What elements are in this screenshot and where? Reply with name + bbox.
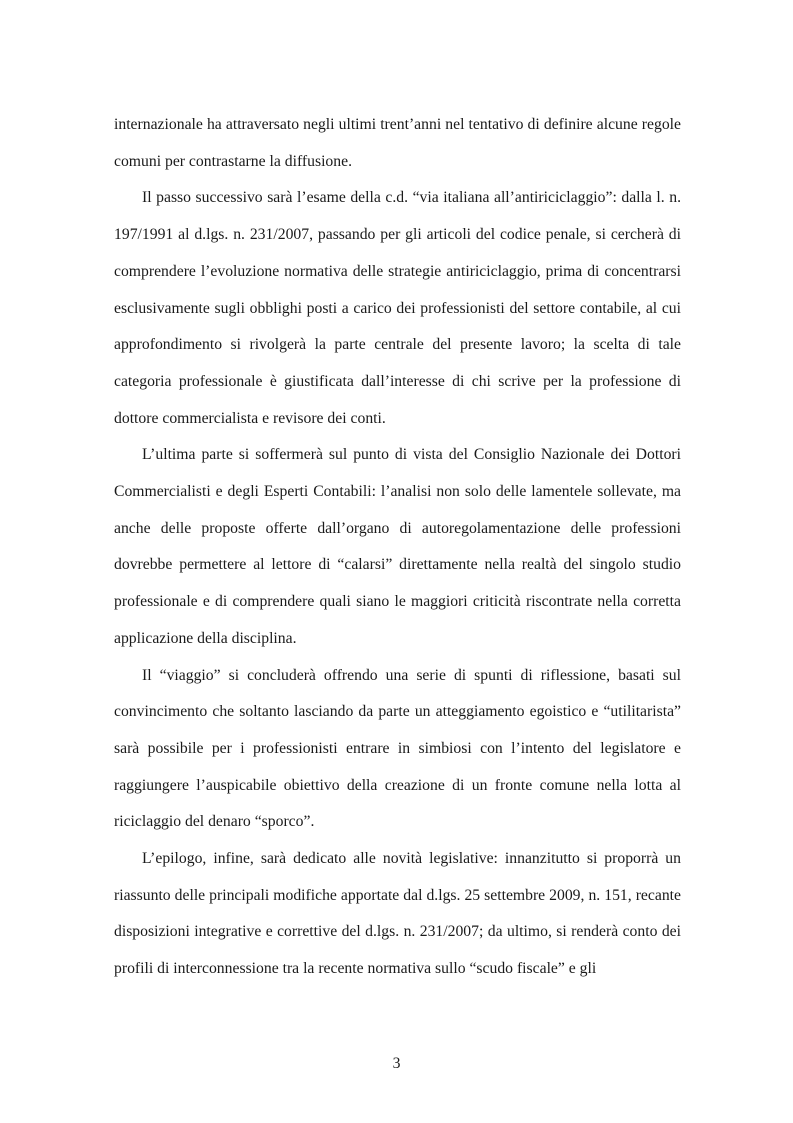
paragraph-via-italiana: Il passo successivo sarà l’esame della c.d. “via italiana all’antiriciclaggio”: dalla l. n. 197/1991 al d.lgs. n. 231/2007, passando per gli articoli del codice penale, si cercherà di comprendere l’evoluzione normativa delle strategie antiriciclaggio, prima di concentrarsi esclusivamente sugli obblighi posti a carico dei professionisti del settore contabile, al cui approfondimento si rivolgerà la parte centrale del presente lavoro; la scelta di tale categoria professionale è giustificata dall’interesse di chi scrive per la professione di dottore commercialista e revisore dei conti. bbox=[114, 189, 681, 427]
page-body bbox=[114, 107, 681, 988]
page-number: 3 bbox=[392, 1055, 401, 1072]
paragraph-viaggio: Il “viaggio” si concluderà offrendo una serie di spunti di riflessione, basati sul convincimento che soltanto lasciando da parte un atteggiamento egoistico e “utilitarista” sarà possibile per i professionisti entrare in simbiosi con l’intento del legislatore e raggiungere l’auspicabile obiettivo della creazione di un fronte comune nella lotta al riciclaggio del denaro “sporco”. bbox=[114, 666, 681, 831]
paragraph-continuation: internazionale ha attraversato negli ultimi trent’anni nel tentativo di definire alcune regole comuni per contrastarne la diffusione. bbox=[114, 116, 681, 170]
paragraph-consiglio-nazionale: L’ultima parte si soffermerà sul punto di vista del Consiglio Nazionale dei Dottori Commercialisti e degli Esperti Contabili: l’analisi non solo delle lamentele sollevate, ma anche delle proposte offerte dall’organo di autoregolamentazione delle professioni dovrebbe permettere al lettore di “calarsi” direttamente nella realtà del singolo studio professionale e di comprendere quali siano le maggiori criticità riscontrate nella corretta applicazione della disciplina. bbox=[114, 446, 681, 647]
paragraph-epilogo: L’epilogo, infine, sarà dedicato alle novità legislative: innanzitutto si proporrà un riassunto delle principali modifiche apportate dal d.lgs. 25 settembre 2009, n. 151, recante disposizioni integrative e correttive del d.lgs. n. 231/2007; da ultimo, si renderà conto dei profili di interconnessione tra la recente normativa sullo “scudo fiscale” e gli bbox=[114, 850, 681, 978]
